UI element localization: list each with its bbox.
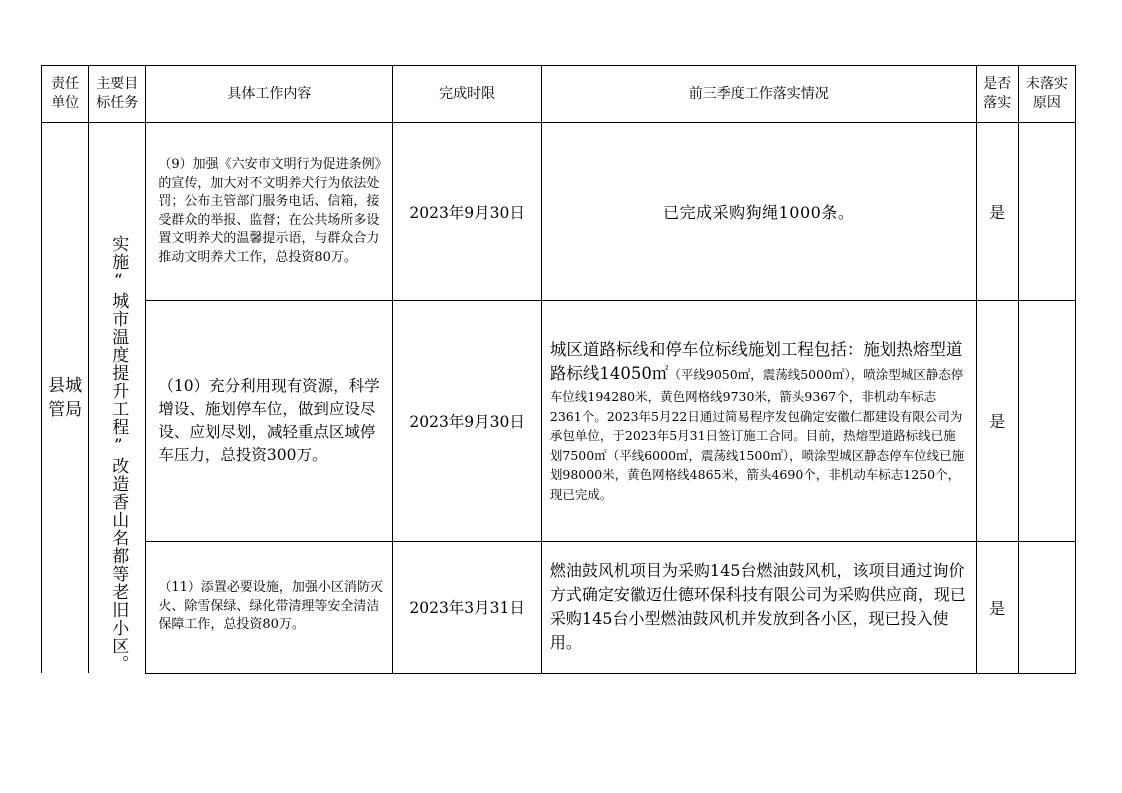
- deadline-cell: 2023年9月30日: [393, 301, 542, 541]
- status-cell: [541, 123, 976, 301]
- work-content: （10）充分利用现有资源，科学增设、施划停车位，做到应设尽设、应划尽划，减轻重点区域停车压力，总投资300万。: [158, 376, 380, 464]
- status-detail: （平线9050㎡，震荡线5000㎡），喷涂型城区静态停车位线194280米，黄色网格线9730米，箭头9367个，非机动车标志2361个。2023年5月22日通过简易程序发包确定安徽仁都建设有限公司为承包单位，于2023年5月31日签订施工合同。目前，热熔型道路标线已施划7500㎡（平线6000㎡，震荡线1500㎡），喷涂型城区静态停车位线已施划98000米，黄色网格线4865米，箭头4690个，非机动车标志1250个，现已完成。: [549, 367, 965, 502]
- reason-cell: [1018, 301, 1075, 541]
- table-row: [42, 541, 1076, 673]
- content-cell: [146, 301, 393, 541]
- header-content: 具体工作内容: [146, 66, 393, 123]
- content-cell: [146, 541, 393, 673]
- status-lead: 城区道路标线和停车位标线施划工程包括：施划热熔型道路标线14050㎡: [549, 340, 963, 384]
- work-content: （11）添置必要设施，加强小区消防灭火、除雪保绿、绿化带清理等安全清洁保障工作，总投资80万。: [158, 580, 383, 633]
- header-done: 是否落实: [976, 66, 1018, 123]
- done-cell: 是: [976, 123, 1018, 301]
- header-task: 主要目标任务: [89, 66, 146, 123]
- work-content: （9）加强《六安市文明行为促进条例》的宣传，加大对不文明养犬行为依法处罚；公布主管部门服务电话、信箱，接受群众的举报、监督；在公共场所多设置文明养犬的温馨提示语，与群众合力推动文明养犬工作，总投资80万。: [158, 157, 382, 265]
- header-row: [42, 66, 1076, 123]
- header-status: 前三季度工作落实情况: [541, 66, 976, 123]
- unit-name: 县城管局: [48, 376, 83, 420]
- main-task-cell: [89, 123, 146, 674]
- reason-cell: [1018, 123, 1075, 301]
- content-cell: [146, 123, 393, 301]
- status-text: 燃油鼓风机项目为采购145台燃油鼓风机，该项目通过询价方式确定安徽迈仕德环保科技有限公司为采购供应商，现已采购145台小型燃油鼓风机并发放到各小区，现已投入使用。: [549, 561, 966, 653]
- deadline-cell: 2023年9月30日: [393, 123, 542, 301]
- status-cell: [541, 301, 976, 541]
- status-text: [542, 338, 976, 503]
- done-cell: 是: [976, 541, 1018, 673]
- status-cell: [541, 541, 976, 673]
- table-row: [42, 123, 1076, 301]
- reason-cell: [1018, 541, 1075, 673]
- header-unit: 责任单位: [42, 66, 89, 123]
- unit-cell: [42, 123, 89, 674]
- table-row: [42, 301, 1076, 541]
- header-reason: 未落实原因: [1018, 66, 1075, 123]
- status-text: 已完成采购狗绳1000条。: [663, 203, 855, 223]
- main-task-text: [89, 235, 145, 673]
- done-cell: 是: [976, 301, 1018, 541]
- work-progress-table: [41, 65, 1076, 674]
- deadline-cell: 2023年3月31日: [393, 541, 542, 673]
- header-deadline: 完成时限: [393, 66, 542, 123]
- main-task-label: 实施“城市温度提升工程”改造香山名都等老旧小区。: [108, 235, 129, 673]
